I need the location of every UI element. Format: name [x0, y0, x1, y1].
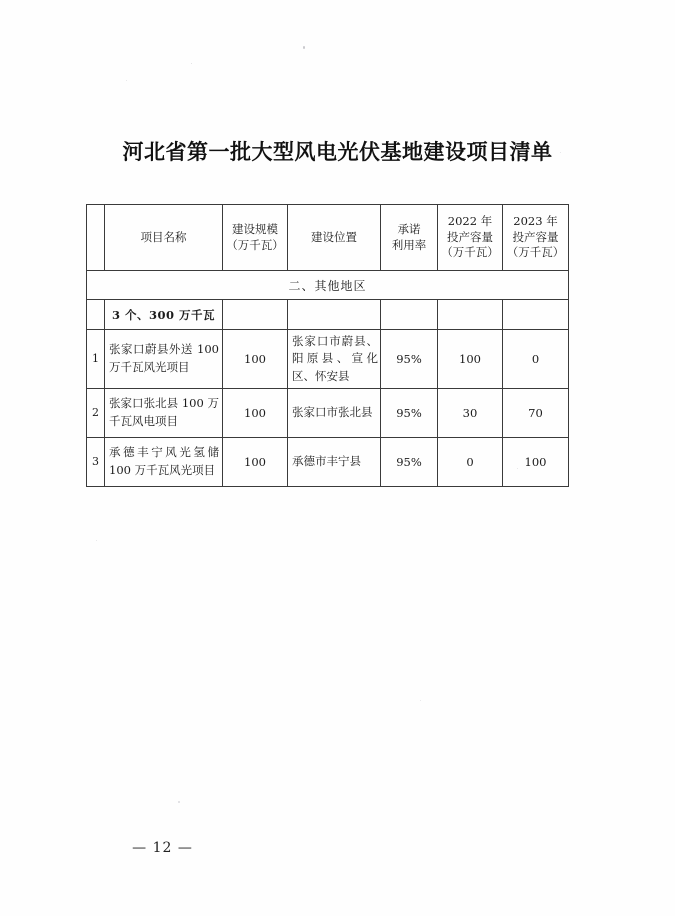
table-subtotal-row: [87, 300, 569, 330]
column-header-2022-line1: 2022 年: [447, 213, 493, 228]
project-listing-table: [86, 204, 569, 487]
scan-speck: [96, 540, 97, 541]
column-header-scale: [223, 205, 288, 271]
column-header-scale-line2: （万千瓦）: [226, 237, 284, 252]
scan-speck: [420, 700, 421, 701]
column-header-rate-line2: 利用率: [391, 237, 427, 252]
scan-speck: [303, 46, 305, 49]
row-utilization-rate: 95%: [381, 437, 438, 486]
scan-speck: [191, 63, 192, 64]
column-header-rate-line1: 承诺: [397, 221, 421, 236]
subtotal-capacity-2023: [503, 300, 569, 330]
column-header-scale-line1: 建设规模: [232, 221, 278, 236]
page-title: 河北省第一批大型风电光伏基地建设项目清单: [122, 139, 553, 164]
column-header-index: [87, 205, 105, 271]
row-capacity-2023: 100: [503, 437, 569, 486]
subtotal-capacity-2022: [438, 300, 503, 330]
subtotal-index: [87, 300, 105, 330]
column-header-location: 建设位置: [288, 205, 381, 271]
row-project-name: 张家口张北县 100 万千瓦风电项目: [105, 388, 223, 437]
column-header-2023-line2: 投产容量: [512, 229, 559, 244]
column-header-capacity-2022: [438, 205, 503, 271]
row-project-name: 张家口蔚县外送 100 万千瓦风光项目: [105, 330, 223, 389]
row-location: 承德市丰宁县: [288, 437, 381, 486]
table-row: [87, 437, 569, 486]
table-header-row: [87, 205, 569, 271]
row-location: 张家口市张北县: [288, 388, 381, 437]
column-header-2022-line2: 投产容量: [447, 229, 493, 244]
column-header-2023-line3: （万千瓦）: [506, 245, 565, 260]
scan-speck: [126, 80, 127, 81]
row-scale: 100: [223, 330, 288, 389]
row-location: 张家口市蔚县、阳原县、宣化区、怀安县: [288, 330, 381, 389]
subtotal-location: [288, 300, 381, 330]
row-capacity-2022: 0: [438, 437, 503, 486]
table-row: [87, 330, 569, 389]
subtotal-scale: [223, 300, 288, 330]
table-section-row: [87, 271, 569, 300]
row-scale: 100: [223, 388, 288, 437]
row-utilization-rate: 95%: [381, 388, 438, 437]
table-row: [87, 388, 569, 437]
project-listing-table-container: [86, 204, 568, 487]
row-capacity-2022: 30: [438, 388, 503, 437]
column-header-2023-line1: 2023 年: [513, 213, 558, 228]
section-title: 二、其他地区: [87, 271, 569, 300]
subtotal-rate: [381, 300, 438, 330]
row-capacity-2023: 70: [503, 388, 569, 437]
column-header-project-name: 项目名称: [105, 205, 223, 271]
table-body: [87, 271, 569, 487]
row-index: 2: [87, 388, 105, 437]
row-project-name: 承德丰宁风光氢储 100 万千瓦风光项目: [105, 437, 223, 486]
row-utilization-rate: 95%: [381, 330, 438, 389]
row-index: 3: [87, 437, 105, 486]
table-header: [87, 205, 569, 271]
column-header-utilization-rate: [381, 205, 438, 271]
row-capacity-2023: 0: [503, 330, 569, 389]
subtotal-label: 3 个、300 万千瓦: [105, 300, 223, 330]
column-header-2022-line3: （万千瓦）: [441, 245, 499, 260]
row-scale: 100: [223, 437, 288, 486]
row-capacity-2022: 100: [438, 330, 503, 389]
scan-speck: [178, 801, 180, 803]
column-header-capacity-2023: [503, 205, 569, 271]
page-number: — 12 —: [132, 840, 193, 856]
row-index: 1: [87, 330, 105, 389]
